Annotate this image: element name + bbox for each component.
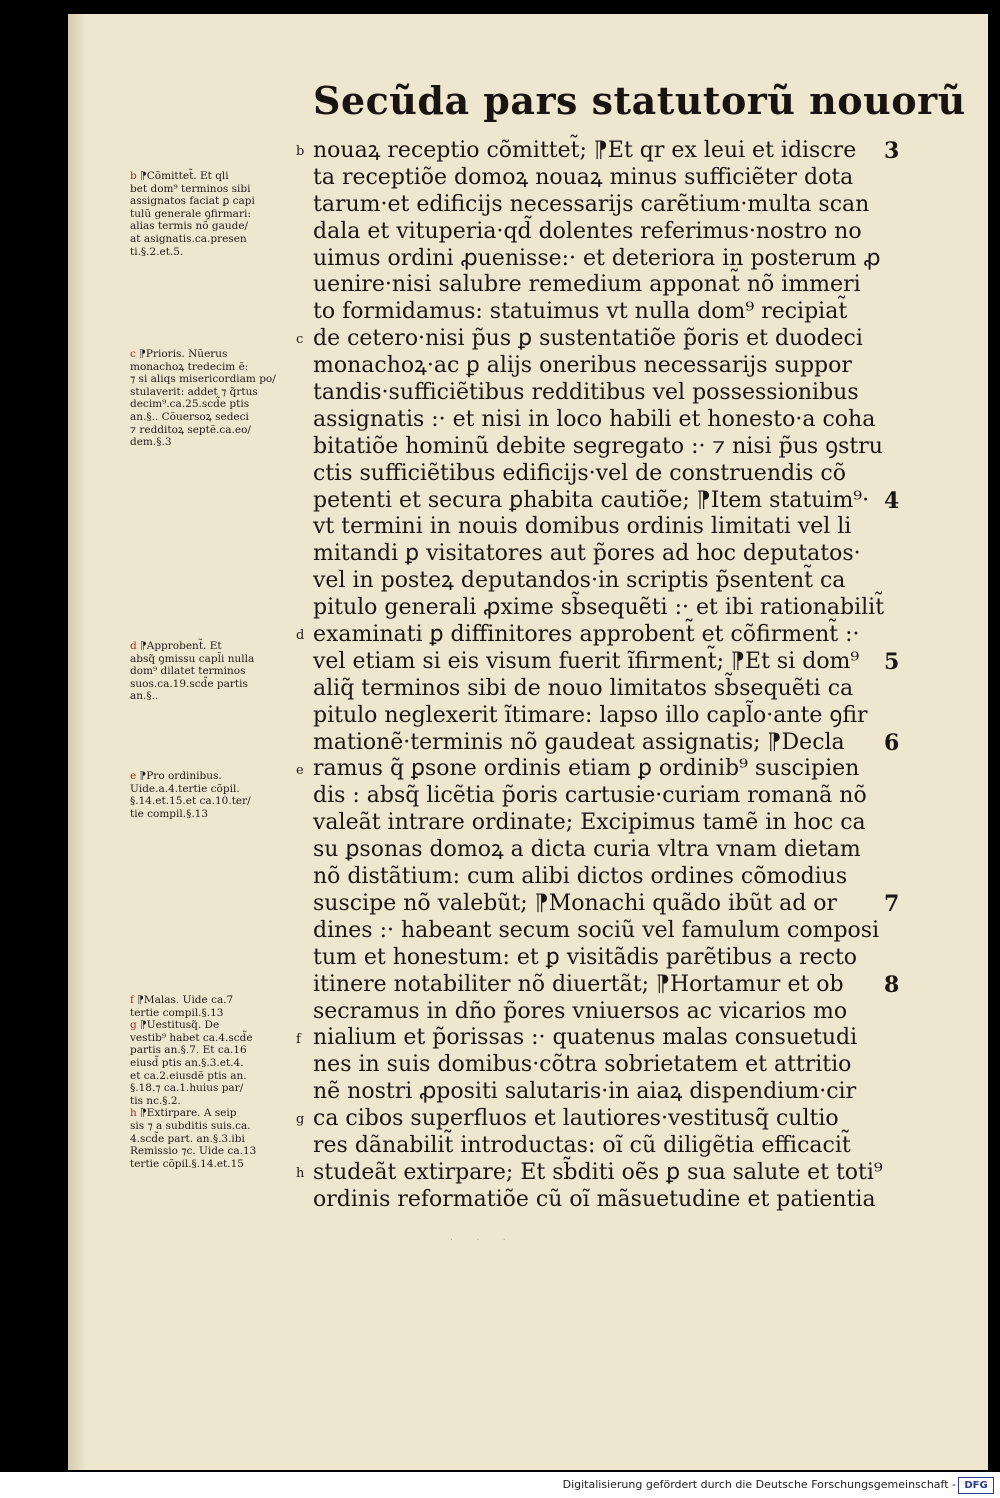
text-line: vt termini in nouis domibus ordinis limitati vel li [313,514,852,540]
text-line: dines :· habeant secum sociũ vel famulum composi [313,917,880,943]
text-line: dis : absq̃ licẽtia p̃oris cartusie·curiam romanã nõ [313,783,867,809]
text-line: aliq̃ terminos sibi de nouo limitatos sb̃sequẽti ca [313,675,854,701]
margin-note-line: tertie cõpil.§.14.et.15 [130,1157,244,1170]
margin-note-line: partis an.§.7. Et ca.16 [130,1044,247,1057]
paper-specks: · · · [450,1235,516,1246]
text-line: ramus q̃ ꝑsone ordinis etiam ꝑ ordinib⁹ suscipien [313,756,860,782]
margin-note-line: tulũ generale ꝯfirmari: [130,207,251,220]
margin-letter: f [296,1031,301,1047]
margin-note-line: §.18.⁊ ca.1.huius par/ [130,1082,244,1095]
text-line: ctis sufficiẽtibus edificijs·vel de construendis cõ [313,460,846,486]
margin-note-line: f ⁋Malas. Uide ca.7 [130,994,234,1006]
funding-credit: Digitalisierung gefördert durch die Deutsche Forschungsgemeinschaft - [562,1478,956,1491]
text-line: suscipe nõ valebũt; ⁋Monachi quãdo ibũt ad or [313,890,838,916]
margin-note-line: g ⁋Uestitusq̃. De [130,1019,220,1032]
text-line: nialium et p̃orissas :· quatenus malas consuetudi [313,1025,858,1051]
margin-note-line: dem.§.3 [130,436,172,449]
text-line: nẽ nostri ꝓpositi salutaris·in aiaꝝ dispendium·cir [313,1079,857,1105]
text-line: ta receptiõe domoꝝ nouaꝝ minus sufficiẽter dota [313,164,854,190]
text-line: valeãt intrare ordinate; Excipimus tamẽ in hoc ca [313,810,866,836]
margin-note-line: assignatos faciat ꝑ capi [130,195,255,208]
margin-note-line: bet dom⁹ terminos sibi [130,182,251,195]
text-line: uimus ordini ꝓuenisse:· et deteriora in posterum ꝓ [313,245,881,271]
text-line: res dãnabilit̃ introductas: oĩ cũ diligẽtia efficacit̃ [313,1132,851,1158]
margin-note-line: h ⁋Extirpare. A seip [130,1107,237,1120]
text-line: secramus in dño p̃ores vniuersos ac vicarios mo [313,998,848,1024]
text-line: nouaꝝ receptio cõmittet̃; ⁋Et qr ex leui et idiscre [313,138,857,163]
margin-note-line: c ⁋Prioris. Nũerus [130,348,228,360]
paragraph-number: 8 [884,971,900,998]
margin-note-line: absq̃ ꝯmissu capl̃i nulla [130,652,255,665]
text-line: tum et honestum: et ꝑ visitãdis parẽtibus a recto [313,944,858,970]
paragraph-number: 3 [884,138,900,164]
text-line: su ꝑsonas domoꝝ a dicta curia vltra vnam dietam [313,837,861,863]
text-line: monachoꝝ·ac ꝑ alijs oneribus necessarijs suppor [313,353,852,379]
margin-note-line: alias termis nõ gaude/ [130,220,249,233]
text-line: to formidamus: statuimus vt nulla dom⁹ recipiat̃ [313,299,848,325]
text-line: mationẽ·terminis nõ gaudeat assignatis; ⁋Decla [313,729,845,755]
text-line: uenire·nisi salubre remedium apponat̃ nõ immeri [313,272,861,298]
paragraph-number: 5 [884,649,900,676]
margin-note-line: Remissio ⁊c. Uide ca.13 [130,1145,257,1158]
text-line: examinati ꝑ diffinitores approbent̃ et cõfirment̃ :· [313,622,860,648]
text-line: de cetero·nisi p̃us ꝑ sustentatiõe p̃oris et duodeci [313,326,863,352]
margin-note-line: d ⁋Approbent̃. Et [130,640,222,652]
text-line: petenti et secura ꝑhabita cautiõe; ⁋Item statuim⁹· [313,487,870,513]
margin-note-line: et ca.2.eiusdẽ ptis an. [130,1069,247,1082]
dfg-logo[interactable]: DFG [958,1477,994,1494]
paragraph-number: 4 [884,487,900,514]
text-line: bitatiõe hominũ debite segregato :· ⁊ nisi p̃us ꝯstru [313,433,883,459]
text-line: pitulo neglexerit ĩtimare: lapso illo capl̃o·ante ꝯfir [313,702,868,728]
text-line: nes in suis domibus·cõtra sobrietatem et attritio [313,1052,852,1078]
margin-note-line: §.14.et.15.et ca.10.ter/ [130,795,251,808]
margin-note-line: ⁊ redditoꝝ septẽ.ca.eo/ [130,423,251,436]
margin-note-c [130,348,280,449]
text-line: studeãt extirpare; Et sb̃diti oẽs ꝑ sua salute et toti⁹ [313,1159,883,1185]
margin-note-line: stulaverit: addet ⁊ q̃rtus [130,385,258,398]
footer-bar [0,1472,1000,1498]
text-line: vel in posteꝝ deputandos·in scriptis p̃sentent̃ ca [313,568,846,594]
text-line: nõ distãtium: cum alibi dictos ordines cõmodius [313,864,848,890]
text-line: tandis·sufficiẽtibus redditibus vel possessionibus [313,380,859,406]
margin-letter: c [296,332,304,348]
page-gutter-shadow [68,14,86,1470]
margin-note-line: vestib⁹ habet ca.4.scd̃e [130,1031,253,1044]
margin-note-line: suos.ca.19.scd̃e partis [130,677,248,690]
margin-note-line: dom⁹ dilatet terminos [130,665,246,678]
text-line: dala et vituperia·qd̃ dolentes referimus·nostro no [313,218,862,244]
text-line: ca cibos superfluos et lautiores·vestitusq̃ cultio [313,1106,839,1132]
text-line: mitandi ꝑ visitatores aut p̃ores ad hoc deputatos· [313,541,861,567]
margin-note-line: ⁊ si aliqs misericordiam po/ [130,373,276,386]
margin-letter: d [296,628,305,644]
margin-note-b [130,170,280,258]
margin-note-d [130,640,280,703]
margin-note-line: Uide.a.4.tertie cõpil. [130,782,240,795]
margin-note-line: decim⁹.ca.25.scd̃e ptis [130,398,250,411]
text-line: tarum·et edificijs necessarijs carẽtium·multa scan [313,191,870,217]
paragraph-number: 6 [884,729,900,756]
margin-note-f-g-h [130,994,280,1170]
text-line: ordinis reformatiõe cũ oĩ mãsuetudine et patientia [313,1186,876,1212]
margin-note-line: b ⁋Cõmittet̃. Et qli [130,170,229,182]
margin-note-line: tertie compil.§.13 [130,1006,224,1019]
margin-note-line: sis ⁊ a subditis suis.ca. [130,1119,251,1132]
margin-letter: e [296,762,304,778]
margin-note-line: at asignatis.ca.presen [130,232,247,245]
margin-note-line: tis nc.§.2. [130,1094,181,1107]
margin-letter: b [296,144,305,159]
paragraph-number: 7 [884,891,900,918]
main-text-block [313,138,885,1214]
margin-note-line: an.§.. Cõuersoꝝ sedeci [130,410,249,423]
text-line: assignatis :· et nisi in loco habili et honesto·a coha [313,406,876,432]
margin-note-e [130,770,280,820]
margin-note-line: e ⁋Pro ordinibus. [130,770,222,782]
margin-letter: h [296,1166,305,1182]
running-header: Secũda pars statutorũ nouorũ [313,78,966,123]
text-line: vel etiam si eis visum fuerit ĩfirment̃; ⁋Et si dom⁹ [313,648,860,674]
margin-note-line: ti.§.2.et.5. [130,245,184,258]
text-line: pitulo generali ꝓxime sb̃sequẽti :· et ibi rationabilit̃ [313,595,885,621]
text-line: itinere notabiliter nõ diuertãt; ⁋Hortamur et ob [313,971,844,997]
margin-note-line: an.§.. [130,690,159,703]
margin-note-line: 4.scd̃e part. an.§.3.ibi [130,1132,245,1145]
margin-note-line: monachoꝝ tredecim ẽ: [130,360,249,373]
margin-note-line: tie compil.§.13 [130,807,209,820]
margin-note-line: eiusd̃ ptis an.§.3.et.4. [130,1056,244,1069]
margin-letter: g [296,1112,305,1128]
